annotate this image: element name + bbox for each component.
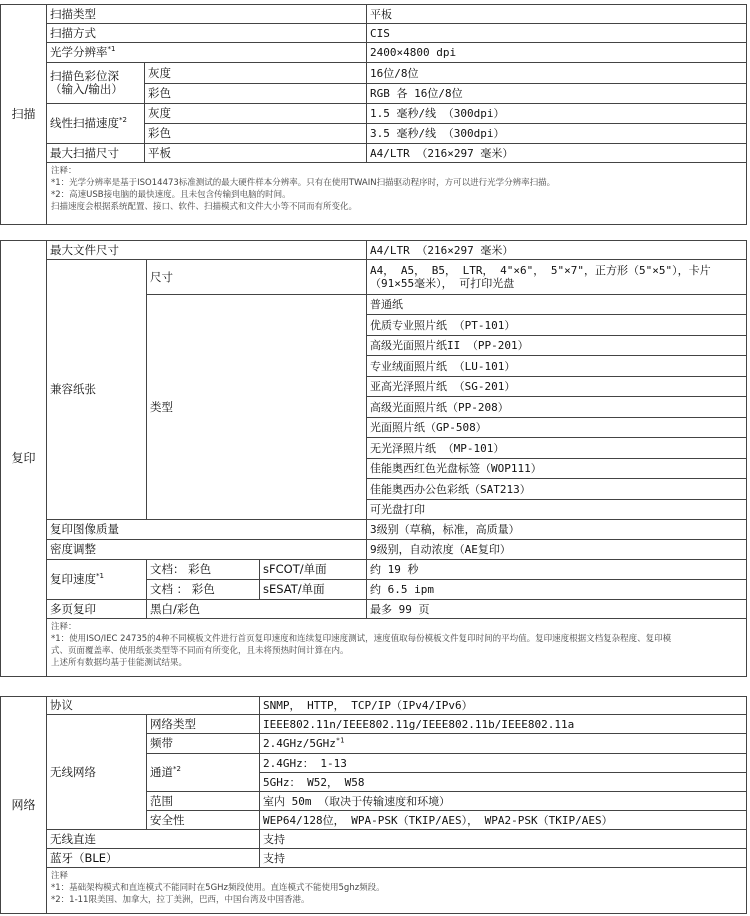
max-scan-size-sub: 平板 [145, 144, 367, 163]
note-line: 上述所有数据均基于佳能测试结果。 [51, 658, 188, 668]
scan-section-header: 扫描 [1, 5, 47, 225]
density-value: 9级别，自动浓度（AE复印） [367, 540, 747, 560]
paper-type-label: 类型 [147, 295, 367, 520]
channel-value-5ghz: 5GHz： W52， W58 [260, 773, 747, 792]
color-depth-gray-value: 16位/8位 [367, 63, 747, 84]
copy-speed-mode-2: sESAT/单面 [260, 580, 367, 600]
note-line: 注释 [51, 871, 69, 881]
scan-method-value: CIS [367, 24, 747, 43]
copy-section-header: 复印 [1, 241, 47, 677]
color-depth-label: 扫描色彩位深（输入/输出） [47, 63, 145, 104]
channel-value-24ghz: 2.4GHz： 1-13 [260, 754, 747, 773]
paper-type-item: 佳能奥西办公色彩纸（SAT213） [367, 479, 747, 500]
color-depth-color-value: RGB 各 16位/8位 [367, 84, 747, 104]
network-notes [47, 868, 747, 914]
paper-type-item: 光面照片纸（GP-508） [367, 418, 747, 438]
copy-notes [47, 619, 747, 677]
line-scan-speed-label: 线性扫描速度$^{*2}$ [47, 104, 145, 144]
network-type-value: IEEE802.11n/IEEE802.11g/IEEE802.11b/IEEE802.11a [260, 715, 747, 734]
note-line: 式、页面覆盖率、使用纸张类型等不同而有所变化，且未将预热时间计算在内。 [51, 646, 349, 656]
copy-quality-value: 3级别（草稿，标准，高质量） [367, 520, 747, 540]
note-line: *2：高速USB接电脑的最快速度。且未包含传输到电脑的时间。 [51, 190, 291, 200]
scan-type-label: 扫描类型 [47, 5, 367, 24]
security-label: 安全性 [147, 811, 260, 830]
paper-type-item: 普通纸 [367, 295, 747, 315]
line-scan-speed-color-value: 3.5 毫秒/线 （300dpi） [367, 124, 747, 144]
max-file-size-value: A4/LTR （216×297 毫米） [367, 241, 747, 260]
paper-type-item: 亚高光泽照片纸 （SG-201） [367, 377, 747, 397]
copy-speed-value-1: 约 19 秒 [367, 560, 747, 580]
density-label: 密度调整 [47, 540, 367, 560]
wifi-direct-value: 支持 [260, 830, 747, 849]
network-spec-table [0, 696, 747, 914]
line-scan-speed-gray-value: 1.5 毫秒/线 （300dpi） [367, 104, 747, 124]
multi-copy-label: 多页复印 [47, 600, 147, 619]
note-line: 注释： [51, 166, 77, 176]
paper-type-item: 高级光面照片纸（PP-208） [367, 397, 747, 418]
copy-speed-doc-1: 文档： 彩色 [147, 560, 260, 580]
max-scan-size-label: 最大扫描尺寸 [47, 144, 145, 163]
scan-notes [47, 163, 747, 225]
paper-type-item: 高级光面照片纸II （PP-201） [367, 336, 747, 356]
compatible-paper-label: 兼容纸张 [47, 260, 147, 520]
note-line: *1：光学分辨率是基于ISO14473标准测试的最大硬件样本分辨率。只有在使用TWAIN扫描驱动程序时，方可以进行光学分辨率扫描。 [51, 178, 556, 188]
note-line: 扫描速度会根据系统配置、接口、软件、扫描模式和文件大小等不同而有所变化。 [51, 202, 358, 212]
copy-spec-table [0, 240, 747, 677]
band-label: 频带 [147, 734, 260, 754]
paper-type-item: 可光盘打印 [367, 500, 747, 520]
paper-size-value: A4， A5， B5， LTR， 4"×6"， 5"×7"，正方形（5"×5"），卡片（91×55毫米）， 可打印光盘 [367, 260, 747, 295]
multi-copy-sub: 黑白/彩色 [147, 600, 367, 619]
max-scan-size-value: A4/LTR （216×297 毫米） [367, 144, 747, 163]
multi-copy-value: 最多 99 页 [367, 600, 747, 619]
wifi-direct-label: 无线直连 [47, 830, 260, 849]
band-value: 2.4GHz/5GHz$^{*1}$ [260, 734, 747, 754]
scan-spec-table [0, 4, 747, 225]
wireless-label: 无线网络 [47, 715, 147, 830]
line-scan-speed-gray-label: 灰度 [145, 104, 367, 124]
security-value: WEP64/128位， WPA-PSK（TKIP/AES）， WPA2-PSK（TKIP/AES） [260, 811, 747, 830]
max-file-size-label: 最大文件尺寸 [47, 241, 367, 260]
paper-type-item: 专业绒面照片纸 （LU-101） [367, 356, 747, 377]
paper-size-label: 尺寸 [147, 260, 367, 295]
note-line: *1：使用ISO/IEC 24735的4种不同模板文件进行首页复印速度和连续复印速度测试，速度值取每份模板文件复印时间的平均值。复印速度根据文档复杂程度、复印模 [51, 634, 672, 644]
scan-type-value: 平板 [367, 5, 747, 24]
note-line: *1：基础架构模式和直连模式不能同时在5GHz频段使用。直连模式不能使用5ghz频段。 [51, 883, 385, 893]
scan-method-label: 扫描方式 [47, 24, 367, 43]
range-label: 范围 [147, 792, 260, 811]
channel-label: 通道$^{*2}$ [147, 754, 260, 792]
color-depth-gray-label: 灰度 [145, 63, 367, 84]
copy-speed-mode-1: sFCOT/单面 [260, 560, 367, 580]
protocol-value: SNMP， HTTP， TCP/IP（IPv4/IPv6） [260, 697, 747, 715]
optical-resolution-value: 2400×4800 dpi [367, 43, 747, 63]
note-line: 注释： [51, 622, 77, 632]
copy-speed-value-2: 约 6.5 ipm [367, 580, 747, 600]
note-line: *2：1-11限美国、加拿大，拉丁美洲，巴西，中国台湾及中国香港。 [51, 895, 310, 905]
protocol-label: 协议 [47, 697, 260, 715]
copy-quality-label: 复印图像质量 [47, 520, 367, 540]
range-value: 室内 50m （取决于传输速度和环境） [260, 792, 747, 811]
optical-resolution-label: 光学分辨率$^{*1}$ [47, 43, 367, 63]
copy-speed-label: 复印速度$^{*1}$ [47, 560, 147, 600]
copy-speed-doc-2: 文档 ： 彩色 [147, 580, 260, 600]
line-scan-speed-color-label: 彩色 [145, 124, 367, 144]
paper-type-item: 优质专业照片纸 （PT-101） [367, 315, 747, 336]
bluetooth-value: 支持 [260, 849, 747, 868]
color-depth-color-label: 彩色 [145, 84, 367, 104]
paper-type-item: 佳能奥西红色光盘标签（WOP111） [367, 459, 747, 479]
paper-type-item: 无光泽照片纸 （MP-101） [367, 438, 747, 459]
network-section-header: 网络 [1, 697, 47, 914]
network-type-label: 网络类型 [147, 715, 260, 734]
bluetooth-label: 蓝牙（BLE） [47, 849, 260, 868]
